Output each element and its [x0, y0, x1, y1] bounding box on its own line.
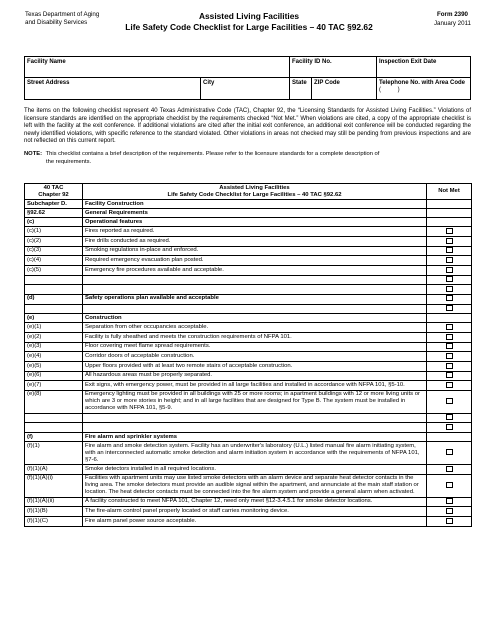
requirement-text: Fire alarm panel power source acceptable.	[83, 516, 427, 526]
not-met-cell	[427, 413, 472, 423]
inspection-exit-date-field[interactable]	[377, 57, 471, 78]
rule-reference	[25, 423, 83, 433]
not-met-checkbox[interactable]	[446, 238, 453, 244]
not-met-checkbox[interactable]	[446, 466, 453, 472]
not-met-cell	[427, 465, 472, 475]
not-met-checkbox[interactable]	[446, 508, 453, 514]
rule-reference: (e)(7)	[25, 381, 83, 391]
not-met-cell	[427, 371, 472, 381]
checklist-row	[25, 381, 472, 391]
intro-paragraph: The items on the following checklist represent 40 Texas Administrative Code (TAC), Chapter 92, the “Licensing Standards for Assisted Living Facilities.” Violations of licensure standards are identified on the appropriate checklist by the requirements checked “Not Met.” When violations are cited, a copy of the appropriate checklist is left with the facility at the exit conference. If additional violations are cited after the initial exit conference, an additional exit conference will be conducted regarding the newly identified violations, with specific reference to the standard violated. Other violations in areas not checked may still be pending from previous inspections and are not reflected on this current report.	[24, 108, 471, 145]
requirement-text: Fires reported as required.	[83, 227, 427, 237]
not-met-column-header: Not Met	[427, 184, 472, 200]
not-met-checkbox[interactable]	[446, 353, 453, 359]
rule-reference: (f)(1)	[25, 442, 83, 465]
not-met-checkbox[interactable]	[446, 449, 453, 455]
not-met-cell	[427, 352, 472, 362]
requirement-text: Fire alarm and smoke detection system. Facility has an underwriter's laboratory (U.L.) listed manual fire alarm initiating system, with an interconnected automatic smoke detection and alarm initiation system in accordance with the requirements of NFPA 101, §7-6.	[83, 442, 427, 465]
not-met-cell	[427, 516, 472, 526]
facility-id-label: Facility ID No.	[292, 58, 332, 65]
not-met-cell	[427, 423, 472, 433]
note-text-line-2: the requirements.	[46, 158, 92, 165]
requirement-text: Construction	[83, 314, 427, 323]
not-met-cell	[427, 332, 472, 342]
not-met-cell	[427, 246, 472, 256]
not-met-checkbox[interactable]	[446, 382, 453, 388]
checklist-row	[25, 332, 472, 342]
not-met-checkbox[interactable]	[446, 276, 453, 282]
checklist-row	[25, 294, 472, 304]
requirement-text: Emergency fire procedures available and acceptable.	[83, 265, 427, 275]
requirement-text: Emergency lighting must be provided in all buildings with 25 or more rooms; in apartment buildings with 12 or more living units or which are 3 or more stories in height; and in all large facilities that are designed for Type B. The system must be installed in accordance with NFPA 101, §5-9.	[83, 390, 427, 413]
checklist-row	[25, 209, 472, 218]
not-met-cell	[427, 314, 472, 323]
not-met-cell	[427, 256, 472, 266]
form-identifier	[434, 11, 471, 28]
rule-reference: (c)(3)	[25, 246, 83, 256]
title-line-1: Assisted Living Facilities	[198, 11, 300, 21]
rule-reference: (e)(4)	[25, 352, 83, 362]
checklist-row	[25, 227, 472, 237]
not-met-cell	[427, 323, 472, 333]
tac-column-header	[25, 184, 83, 200]
rule-reference: (c)(4)	[25, 256, 83, 266]
not-met-cell	[427, 236, 472, 246]
rule-reference	[25, 275, 83, 285]
rule-reference: (c)	[25, 218, 83, 227]
note-label: NOTE:	[24, 151, 43, 157]
checklist-row	[25, 371, 472, 381]
not-met-cell	[427, 294, 472, 304]
rule-reference: (f)(1)(A)(i)	[25, 474, 83, 497]
agency-line-2: and Disability Services	[25, 19, 88, 26]
rule-reference: (f)(1)(C)	[25, 516, 83, 526]
requirement-text: All hazardous areas must be properly separated.	[83, 371, 427, 381]
checklist-row	[25, 390, 472, 413]
title-line-2: Life Safety Code Checklist for Large Facilities – 40 TAC §92.62	[125, 22, 373, 32]
not-met-checkbox[interactable]	[446, 372, 453, 378]
requirement-column-header	[83, 184, 427, 200]
not-met-cell	[427, 200, 472, 209]
not-met-cell	[427, 209, 472, 218]
rule-reference	[25, 413, 83, 423]
checklist-row	[25, 474, 472, 497]
agency-line-1: Texas Department of Aging	[25, 11, 100, 18]
area-code-parens: ( )	[379, 86, 400, 93]
telephone-label: Telephone No. with Area Code	[379, 79, 466, 86]
requirement-text: Smoke detectors installed in all required locations.	[83, 465, 427, 475]
rule-reference: (e)(1)	[25, 323, 83, 333]
rule-reference: (e)(3)	[25, 342, 83, 352]
requirement-header-line-1: Assisted Living Facilities	[219, 184, 290, 191]
facility-info-table	[24, 56, 471, 100]
requirement-text: Separation from other occupancies acceptable.	[83, 323, 427, 333]
form-number: Form 2390	[437, 11, 468, 18]
rule-reference	[25, 304, 83, 314]
not-met-checkbox[interactable]	[446, 305, 453, 311]
checklist-row	[25, 246, 472, 256]
not-met-checkbox[interactable]	[446, 424, 453, 430]
not-met-cell	[427, 218, 472, 227]
checklist-row	[25, 265, 472, 275]
checklist-row	[25, 323, 472, 333]
not-met-cell	[427, 381, 472, 391]
not-met-checkbox[interactable]	[446, 228, 453, 234]
checklist-table	[24, 183, 472, 527]
note-text-line-1: This checklist contains a brief description of the requirements. Please refer to the licensure standards for a complete description of	[45, 151, 380, 157]
blank-row	[25, 275, 472, 285]
not-met-checkbox[interactable]	[446, 482, 453, 488]
checklist-row	[25, 218, 472, 227]
not-met-cell	[427, 304, 472, 314]
checklist-row	[25, 342, 472, 352]
rule-reference: (e)(6)	[25, 371, 83, 381]
requirement-text	[83, 304, 427, 314]
rule-reference: (c)(5)	[25, 265, 83, 275]
not-met-cell	[427, 227, 472, 237]
rule-reference: (f)(1)(A)(ii)	[25, 497, 83, 507]
checklist-row	[25, 361, 472, 371]
not-met-cell	[427, 474, 472, 497]
rule-reference: Subchapter D.	[25, 200, 83, 209]
facility-id-field[interactable]	[290, 57, 377, 78]
requirement-text: Upper floors provided with at least two remote stairs of acceptable construction.	[83, 361, 427, 371]
rule-reference: (e)(5)	[25, 361, 83, 371]
rule-reference: (f)(1)(A)	[25, 465, 83, 475]
not-met-checkbox[interactable]	[446, 498, 453, 504]
not-met-checkbox[interactable]	[446, 257, 453, 263]
inspection-exit-date-label: Inspection Exit Date	[379, 58, 437, 65]
not-met-cell	[427, 265, 472, 275]
not-met-cell	[427, 285, 472, 295]
requirement-header-line-2: Life Safety Code Checklist for Large Facilities – 40 TAC §92.62	[167, 191, 342, 198]
telephone-field[interactable]	[377, 78, 471, 100]
not-met-checkbox[interactable]	[446, 324, 453, 330]
agency-name	[25, 11, 99, 27]
rule-reference: (c)(2)	[25, 236, 83, 246]
requirement-text: General Requirements	[83, 209, 427, 218]
requirement-text: Floor covering meet flame spread requirements.	[83, 342, 427, 352]
form-title	[120, 11, 378, 33]
requirement-text: The fire-alarm control panel properly located or staff carries monitoring device.	[83, 507, 427, 517]
not-met-cell	[427, 507, 472, 517]
checklist-row	[25, 433, 472, 442]
rule-reference	[25, 285, 83, 295]
not-met-checkbox[interactable]	[446, 414, 453, 420]
requirement-text: Facility Construction	[83, 200, 427, 209]
not-met-checkbox[interactable]	[446, 518, 453, 524]
not-met-checkbox[interactable]	[446, 334, 453, 340]
city-field[interactable]	[201, 78, 290, 100]
not-met-cell	[427, 442, 472, 465]
blank-row	[25, 423, 472, 433]
tac-header-line-2: Chapter 92	[38, 191, 69, 198]
zip-code-field[interactable]	[312, 78, 377, 100]
not-met-cell	[427, 433, 472, 442]
state-field[interactable]	[290, 78, 312, 100]
checklist-row	[25, 256, 472, 266]
blank-row	[25, 413, 472, 423]
checklist-row	[25, 314, 472, 323]
checklist-row	[25, 352, 472, 362]
blank-row	[25, 304, 472, 314]
requirement-text: Smoking regulations in-place and enforced.	[83, 246, 427, 256]
state-label: State	[292, 79, 307, 86]
requirement-text	[83, 285, 427, 295]
rule-reference: (d)	[25, 294, 83, 304]
requirement-text: Required emergency evacuation plan posted.	[83, 256, 427, 266]
requirement-text	[83, 423, 427, 433]
facility-name-field[interactable]	[25, 57, 290, 78]
not-met-checkbox[interactable]	[446, 398, 453, 404]
street-address-field[interactable]	[25, 78, 201, 100]
requirement-text: Safety operations plan available and acceptable	[83, 294, 427, 304]
not-met-checkbox[interactable]	[446, 343, 453, 349]
form-date: January 2011	[433, 19, 471, 27]
requirement-text: A facility constructed to meet NFPA 101, Chapter 12, need only meet §12-3.4.5.1 for smoke detector locations.	[83, 497, 427, 507]
not-met-checkbox[interactable]	[446, 295, 453, 301]
not-met-checkbox[interactable]	[446, 267, 453, 273]
checklist-row	[25, 507, 472, 517]
not-met-checkbox[interactable]	[446, 286, 453, 292]
note-paragraph	[24, 151, 471, 166]
not-met-cell	[427, 497, 472, 507]
facility-name-label: Facility Name	[27, 58, 66, 65]
requirement-text: Exit signs, with emergency power, must be provided in all large facilities and installed in accordance with NFPA 101, §5-10.	[83, 381, 427, 391]
requirement-text: Facility is fully sheathed and meets the construction requirements of NFPA 101.	[83, 332, 427, 342]
requirement-text: Fire drills conducted as required.	[83, 236, 427, 246]
requirement-text: Operational features	[83, 218, 427, 227]
checklist-row	[25, 516, 472, 526]
checklist-header-row	[25, 184, 472, 200]
checklist-row	[25, 497, 472, 507]
rule-reference: (e)	[25, 314, 83, 323]
not-met-cell	[427, 275, 472, 285]
city-label: City	[203, 79, 215, 86]
requirement-text	[83, 413, 427, 423]
not-met-cell	[427, 361, 472, 371]
rule-reference: §92.62	[25, 209, 83, 218]
rule-reference: (c)(1)	[25, 227, 83, 237]
rule-reference: (f)(1)(B)	[25, 507, 83, 517]
not-met-checkbox[interactable]	[446, 247, 453, 253]
requirement-text: Corridor doors of acceptable construction.	[83, 352, 427, 362]
checklist-row	[25, 200, 472, 209]
checklist-row	[25, 442, 472, 465]
requirement-text: Facilities with apartment units may use listed smoke detectors with an alarm device and separate heat detector contacts in the living area. The smoke detectors must provide an audible signal within the apartment, and annunciate at the main staff station or location. The heat detector contacts must be connected into the fire alarm system and provide a general alarm when activated.	[83, 474, 427, 497]
rule-reference: (e)(2)	[25, 332, 83, 342]
checklist-row	[25, 236, 472, 246]
street-address-label: Street Address	[27, 79, 70, 86]
not-met-cell	[427, 390, 472, 413]
not-met-checkbox[interactable]	[446, 363, 453, 369]
zip-code-label: ZIP Code	[314, 79, 340, 86]
not-met-cell	[427, 342, 472, 352]
requirement-text	[83, 275, 427, 285]
rule-reference: (f)	[25, 433, 83, 442]
requirement-text: Fire alarm and sprinkler systems	[83, 433, 427, 442]
rule-reference: (e)(8)	[25, 390, 83, 413]
checklist-row	[25, 465, 472, 475]
blank-row	[25, 285, 472, 295]
tac-header-line-1: 40 TAC	[43, 184, 64, 191]
